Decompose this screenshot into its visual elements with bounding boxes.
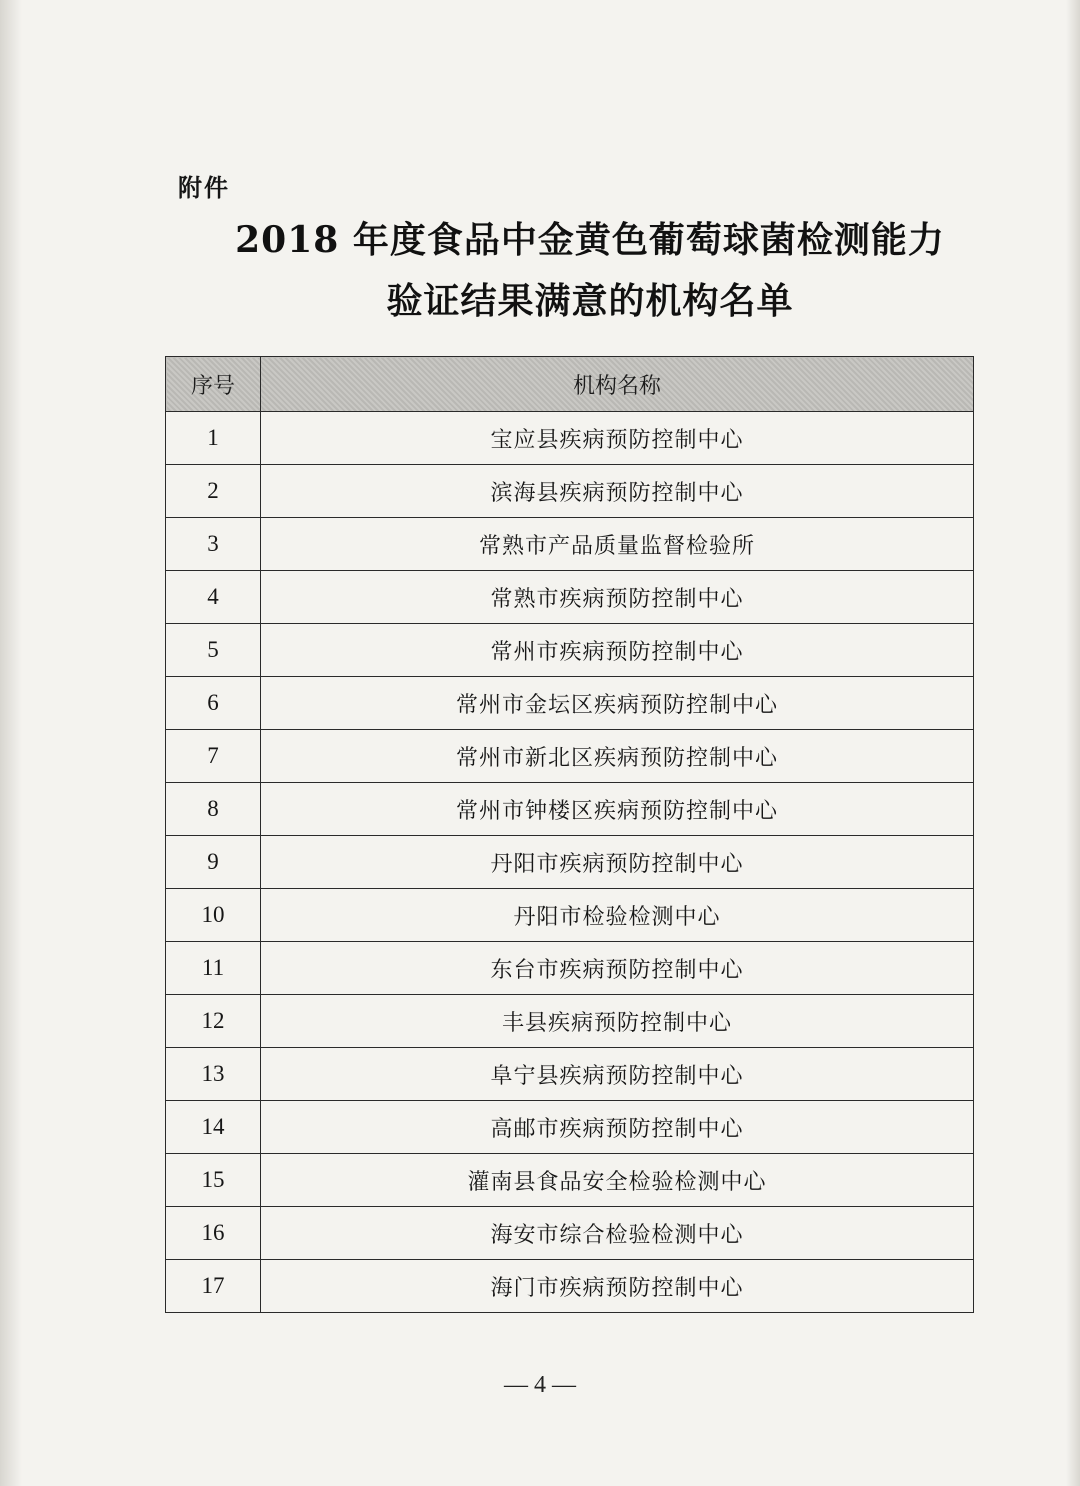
- row-number: 13: [166, 1048, 261, 1101]
- page-edge-shadow: [1066, 0, 1080, 1486]
- institution-name: 灌南县食品安全检验检测中心: [261, 1154, 974, 1207]
- row-number: 14: [166, 1101, 261, 1154]
- table-row: [166, 836, 974, 889]
- table-row: [166, 1207, 974, 1260]
- institution-name: 丹阳市检验检测中心: [261, 889, 974, 942]
- row-number: 12: [166, 995, 261, 1048]
- row-number: 9: [166, 836, 261, 889]
- institution-name: 东台市疾病预防控制中心: [261, 942, 974, 995]
- table-row: [166, 677, 974, 730]
- row-number: 5: [166, 624, 261, 677]
- header-institution-name: 机构名称: [261, 357, 974, 412]
- row-number: 3: [166, 518, 261, 571]
- row-number: 10: [166, 889, 261, 942]
- row-number: 6: [166, 677, 261, 730]
- row-number: 4: [166, 571, 261, 624]
- table-row: [166, 1048, 974, 1101]
- institution-name: 丹阳市疾病预防控制中心: [261, 836, 974, 889]
- institution-name: 阜宁县疾病预防控制中心: [261, 1048, 974, 1101]
- row-number: 16: [166, 1207, 261, 1260]
- row-number: 8: [166, 783, 261, 836]
- row-number: 11: [166, 942, 261, 995]
- institution-name: 高邮市疾病预防控制中心: [261, 1101, 974, 1154]
- header-serial-number: 序号: [166, 357, 261, 412]
- row-number: 17: [166, 1260, 261, 1313]
- table-row: [166, 624, 974, 677]
- institution-name: 滨海县疾病预防控制中心: [261, 465, 974, 518]
- table-row: [166, 783, 974, 836]
- institution-name: 丰县疾病预防控制中心: [261, 995, 974, 1048]
- table-row: [166, 942, 974, 995]
- table-row: [166, 412, 974, 465]
- institution-name: 海安市综合检验检测中心: [261, 1207, 974, 1260]
- institution-name: 海门市疾病预防控制中心: [261, 1260, 974, 1313]
- table-row: [166, 465, 974, 518]
- row-number: 7: [166, 730, 261, 783]
- institution-table-container: [165, 356, 973, 1313]
- institution-name: 常州市疾病预防控制中心: [261, 624, 974, 677]
- document-title-line2: 验证结果满意的机构名单: [386, 280, 794, 322]
- row-number: 2: [166, 465, 261, 518]
- document-title-line1: 2018 年度食品中金黄色葡萄球菌检测能力: [235, 219, 945, 261]
- institution-name: 常熟市产品质量监督检验所: [261, 518, 974, 571]
- institution-name: 常熟市疾病预防控制中心: [261, 571, 974, 624]
- table-row: [166, 889, 974, 942]
- institution-name: 常州市钟楼区疾病预防控制中心: [261, 783, 974, 836]
- table-row: [166, 1260, 974, 1313]
- table-row: [166, 518, 974, 571]
- row-number: 1: [166, 412, 261, 465]
- attachment-label: 附件: [178, 174, 230, 202]
- page-edge-shadow: [0, 0, 22, 1486]
- table-row: [166, 995, 974, 1048]
- row-number: 15: [166, 1154, 261, 1207]
- table-header-row: [166, 357, 974, 412]
- page-number: — 4 —: [504, 1372, 576, 1398]
- institution-table: [165, 356, 974, 1313]
- institution-name: 宝应县疾病预防控制中心: [261, 412, 974, 465]
- institution-name: 常州市新北区疾病预防控制中心: [261, 730, 974, 783]
- table-row: [166, 1101, 974, 1154]
- table-row: [166, 730, 974, 783]
- table-row: [166, 571, 974, 624]
- table-row: [166, 1154, 974, 1207]
- institution-name: 常州市金坛区疾病预防控制中心: [261, 677, 974, 730]
